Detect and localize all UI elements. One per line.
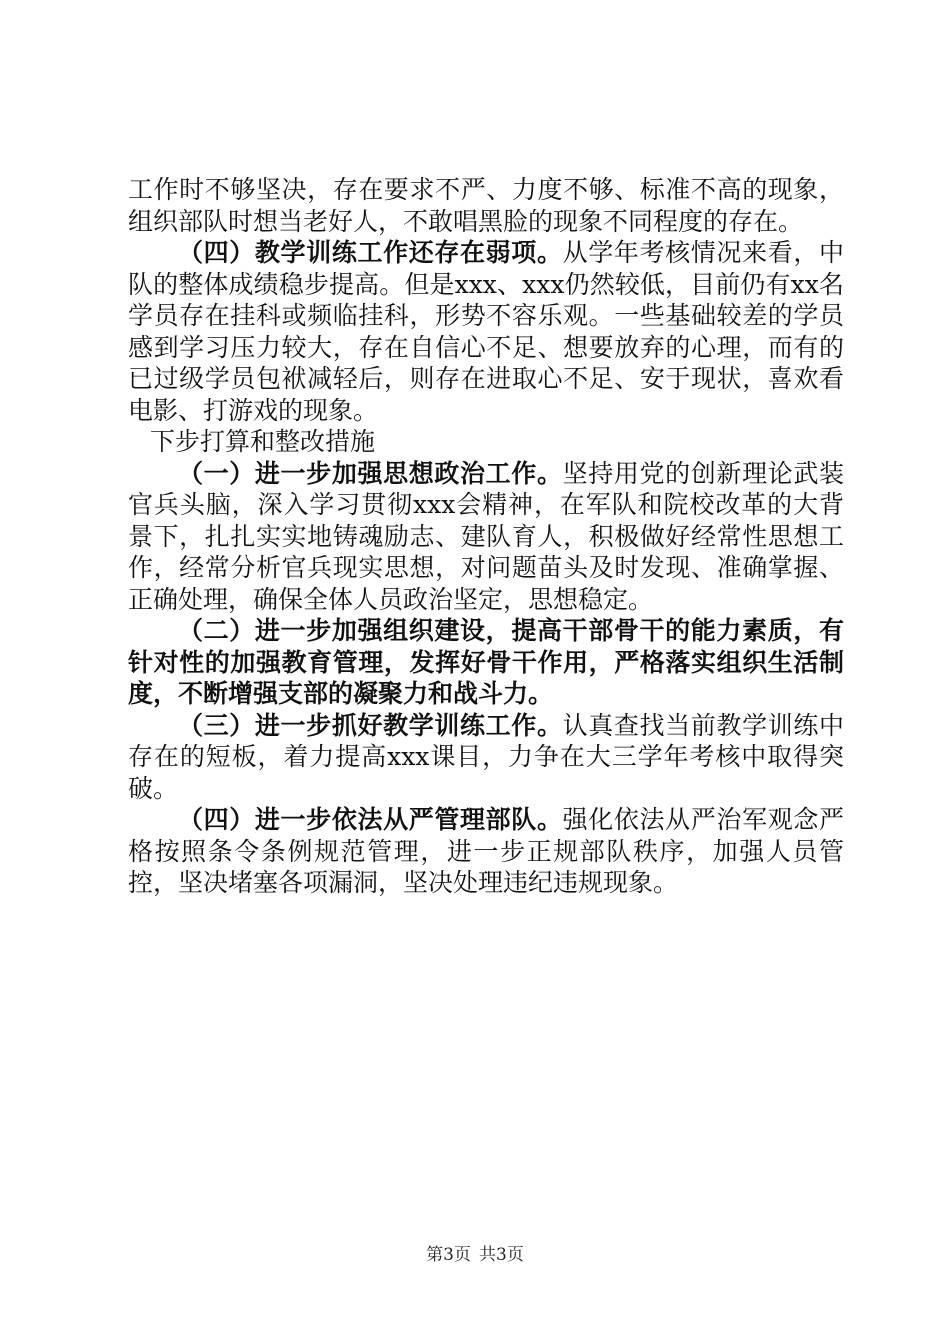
paragraph-organization-building	[128, 615, 844, 710]
paragraph-lead-bold: （四）进一步依法从严管理部队。	[178, 805, 563, 834]
page-footer	[0, 1244, 950, 1266]
paragraph-teaching-training	[128, 710, 844, 805]
section-heading: 下步打算和整改措施	[150, 427, 376, 456]
paragraph-lead-bold: （四）教学训练工作还存在弱项。	[178, 238, 563, 267]
paragraph-political-work	[128, 458, 844, 616]
paragraph-teaching-weakness	[128, 237, 844, 426]
paragraph-body-text: 认真查找当前教学训练中存在的短板，着力提高xxx课目，力争在大三学年考核中取得突破。	[128, 710, 844, 803]
paragraph-continuation: 工作时不够坚决，存在要求不严、力度不够、标准不高的现象，组织部队时想当老好人，不敢唱黑脸的现象不同程度的存在。	[128, 175, 844, 236]
paragraph-lead-bold: （三）进一步抓好教学训练工作。	[178, 710, 563, 740]
paragraph-body-text: 强化依法从严治军观念严格按照条令条例规范管理，进一步正规部队秩序，加强人员管控，坚决堵塞各项漏洞，坚决处理违纪违规现象。	[128, 805, 844, 897]
paragraph-lead-bold: （一）进一步加强思想政治工作。	[178, 458, 563, 488]
paragraph-body-text: 坚持用党的创新理论武装官兵头脑，深入学习贯彻xxx会精神，在军队和院校改革的大背景下，扎扎实实地铸魂励志、建队育人，积极做好经常性思想工作，经常分析官兵现实思想，对问题苗头及时发现、准确掌握、正确处理，确保全体人员政治坚定，思想稳定。	[128, 458, 844, 614]
paragraph-body-text: 从学年考核情况来看，中队的整体成绩稳步提高。但是xxx、xxx仍然较低，目前仍有xx名学员存在挂科或频临挂科，形势不容乐观。一些基础较差的学员感到学习压力较大，存在自信心不足、想要放弃的心理，而有的已过级学员包袱减轻后，则存在进取心不足、安于现状，喜欢看电影、打游戏的现象。	[128, 238, 844, 425]
paragraph-lead-bold: （二）进一步加强组织建设，提高干部骨干的能力素质，有针对性的加强教育管理，发挥好骨干作用，严格落实组织生活制度，不断增强支部的凝聚力和战斗力。	[128, 616, 844, 708]
document-body	[128, 174, 844, 899]
paragraph-strict-management	[128, 804, 844, 899]
page-total: 共3页	[479, 1245, 524, 1265]
page-number: 第3页	[426, 1245, 471, 1265]
